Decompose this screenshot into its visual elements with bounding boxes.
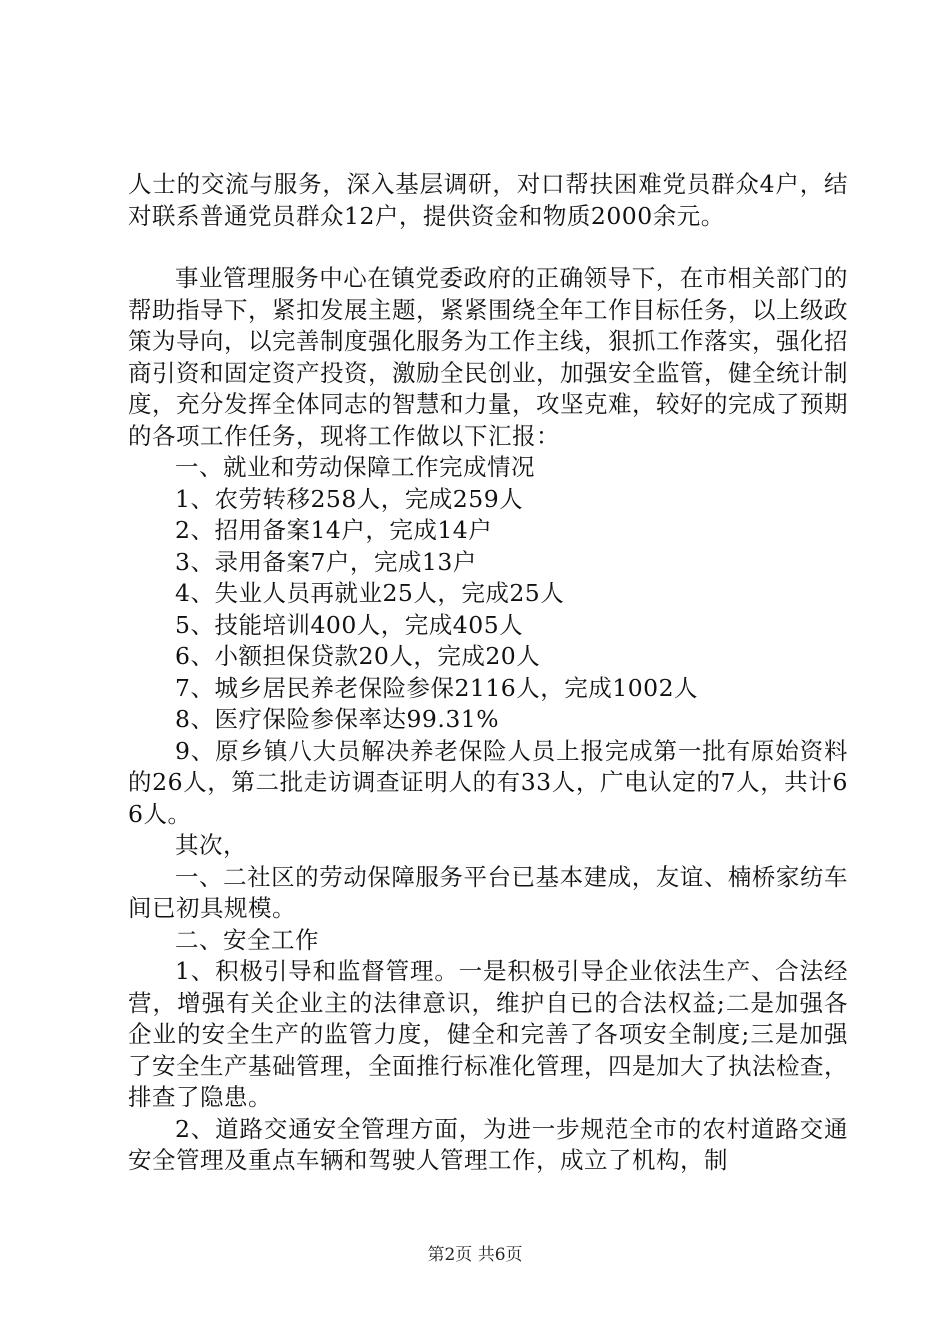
list-item: 2、招用备案14户，完成14户 <box>175 516 493 544</box>
paragraph-safety-guidance: 1、积极引导和监督管理。一是积极引导企业依法生产、合法经营，增强有关企业主的法律意识，维护自已的合法权益;二是加强各企业的安全生产的监管力度，健全和完善了各项安全制度;三是加强了安全生产基础管理，全面推行标准化管理，四是加大了执法检查，排查了隐患。 <box>128 957 848 1111</box>
list-item: 8、医疗保险参保率达99.31% <box>175 705 500 733</box>
list-item: 4、失业人员再就业25人，完成25人 <box>175 579 565 607</box>
list-item: 3、录用备案7户，完成13户 <box>175 547 477 576</box>
document-body <box>128 169 848 1177</box>
paragraph-community: 一、二社区的劳动保障服务平台已基本建成，友谊、楠桥家纺车间已初具规模。 <box>128 862 848 922</box>
list-item: 6、小额担保贷款20人，完成20人 <box>175 642 541 670</box>
paragraph-continuation: 人士的交流与服务，深入基层调研，对口帮扶困难党员群众4户，结对联系普通党员群众12户，提供资金和物质2000余元。 <box>128 170 848 230</box>
paragraph-road-safety: 2、道路交通安全管理方面，为进一步规范全市的农村道路交通安全管理及重点车辆和驾驶人管理工作，成立了机构，制 <box>128 1114 848 1174</box>
page-number-footer: 第2页 共6页 <box>427 1245 523 1265</box>
list-item: 7、城乡居民养老保险参保2116人，完成1002人 <box>175 673 699 702</box>
paragraph-secondly: 其次， <box>175 831 247 859</box>
list-item: 5、技能培训400人，完成405人 <box>175 610 524 639</box>
section-heading-employment: 一、就业和劳动保障工作完成情况 <box>175 453 535 481</box>
paragraph-intro: 事业管理服务中心在镇党委政府的正确领导下，在市相关部门的帮助指导下，紧扣发展主题，紧紧围绕全年工作目标任务，以上级政策为导向，以完善制度强化服务为工作主线，狠抓工作落实，强化招商引资和固定资产投资，激励全民创业，加强安全监管，健全统计制度，充分发挥全体同志的智慧和力量，攻坚克难，较好的完成了预期的各项工作任务，现将工作做以下汇报： <box>128 264 848 450</box>
section-heading-safety: 二、安全工作 <box>175 925 319 954</box>
list-item: 1、农劳转移258人，完成259人 <box>175 484 524 513</box>
list-item: 9、原乡镇八大员解决养老保险人员上报完成第一批有原始资料的26人，第二批走访调查证明人的有33人，广电认定的7人，共计66人。 <box>128 736 848 828</box>
